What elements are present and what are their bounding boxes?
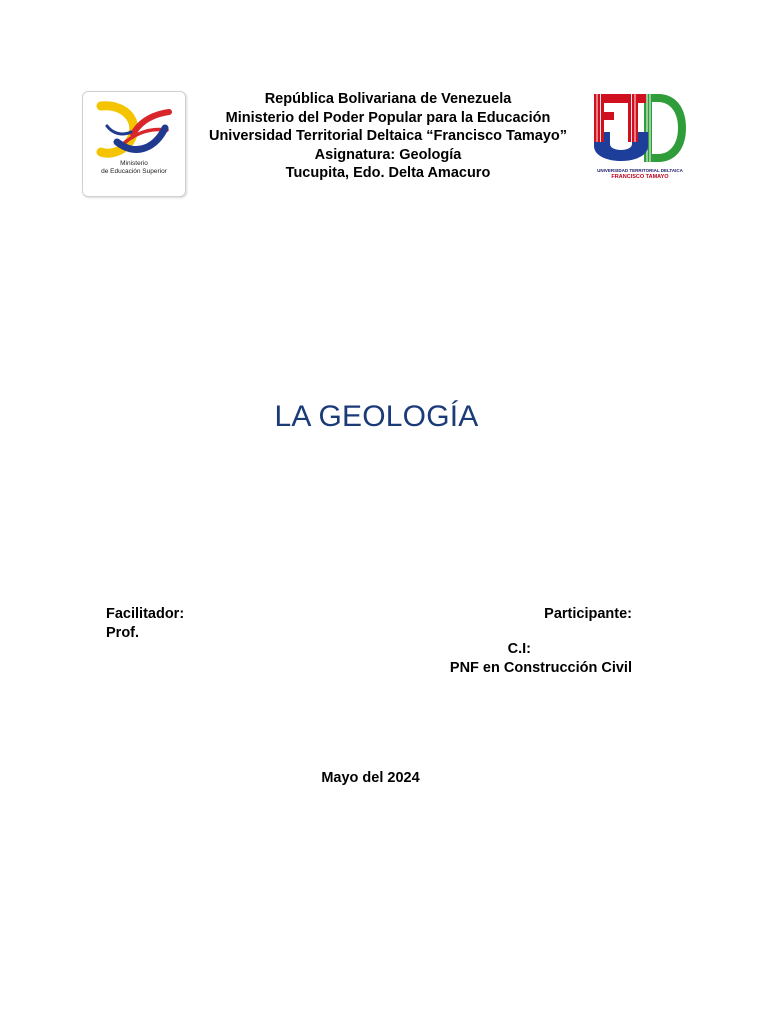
document-date: Mayo del 2024 bbox=[321, 770, 420, 786]
facilitator-block bbox=[106, 605, 184, 643]
participant-block bbox=[450, 605, 632, 678]
program-label: PNF en Construcción Civil bbox=[449, 660, 632, 676]
header-line-location: Tucupita, Edo. Delta Amacuro bbox=[285, 165, 491, 181]
uft-logo-caption-name: FRANCISCO TAMAYO bbox=[611, 174, 669, 180]
ci-label: C.I: bbox=[507, 641, 531, 657]
uft-logo bbox=[592, 92, 688, 182]
header-line-subject: Asignatura: Geología bbox=[314, 146, 462, 163]
ministerio-logo-caption: Ministerio de Educación Superior bbox=[101, 160, 167, 175]
header-line-country: República Bolivariana de Venezuela bbox=[264, 91, 512, 107]
facilitator-label: Facilitador: bbox=[106, 606, 185, 622]
ministerio-logo-icon bbox=[93, 98, 175, 160]
prof-label: Prof. bbox=[106, 625, 140, 641]
participant-label: Participante: bbox=[544, 606, 632, 622]
header-line-university: Universidad Territorial Deltaica “Francisco Tamayo” bbox=[208, 128, 568, 144]
institution-header bbox=[190, 90, 586, 183]
uft-logo-icon bbox=[592, 92, 688, 168]
header-line-ministry: Ministerio del Poder Popular para la Educación bbox=[225, 109, 551, 126]
ministerio-logo bbox=[82, 91, 186, 197]
document-title: LA GEOLOGÍA bbox=[274, 400, 479, 433]
uft-logo-caption-university: UNIVERSIDAD TERRITORIAL DELTAICA bbox=[597, 168, 683, 173]
